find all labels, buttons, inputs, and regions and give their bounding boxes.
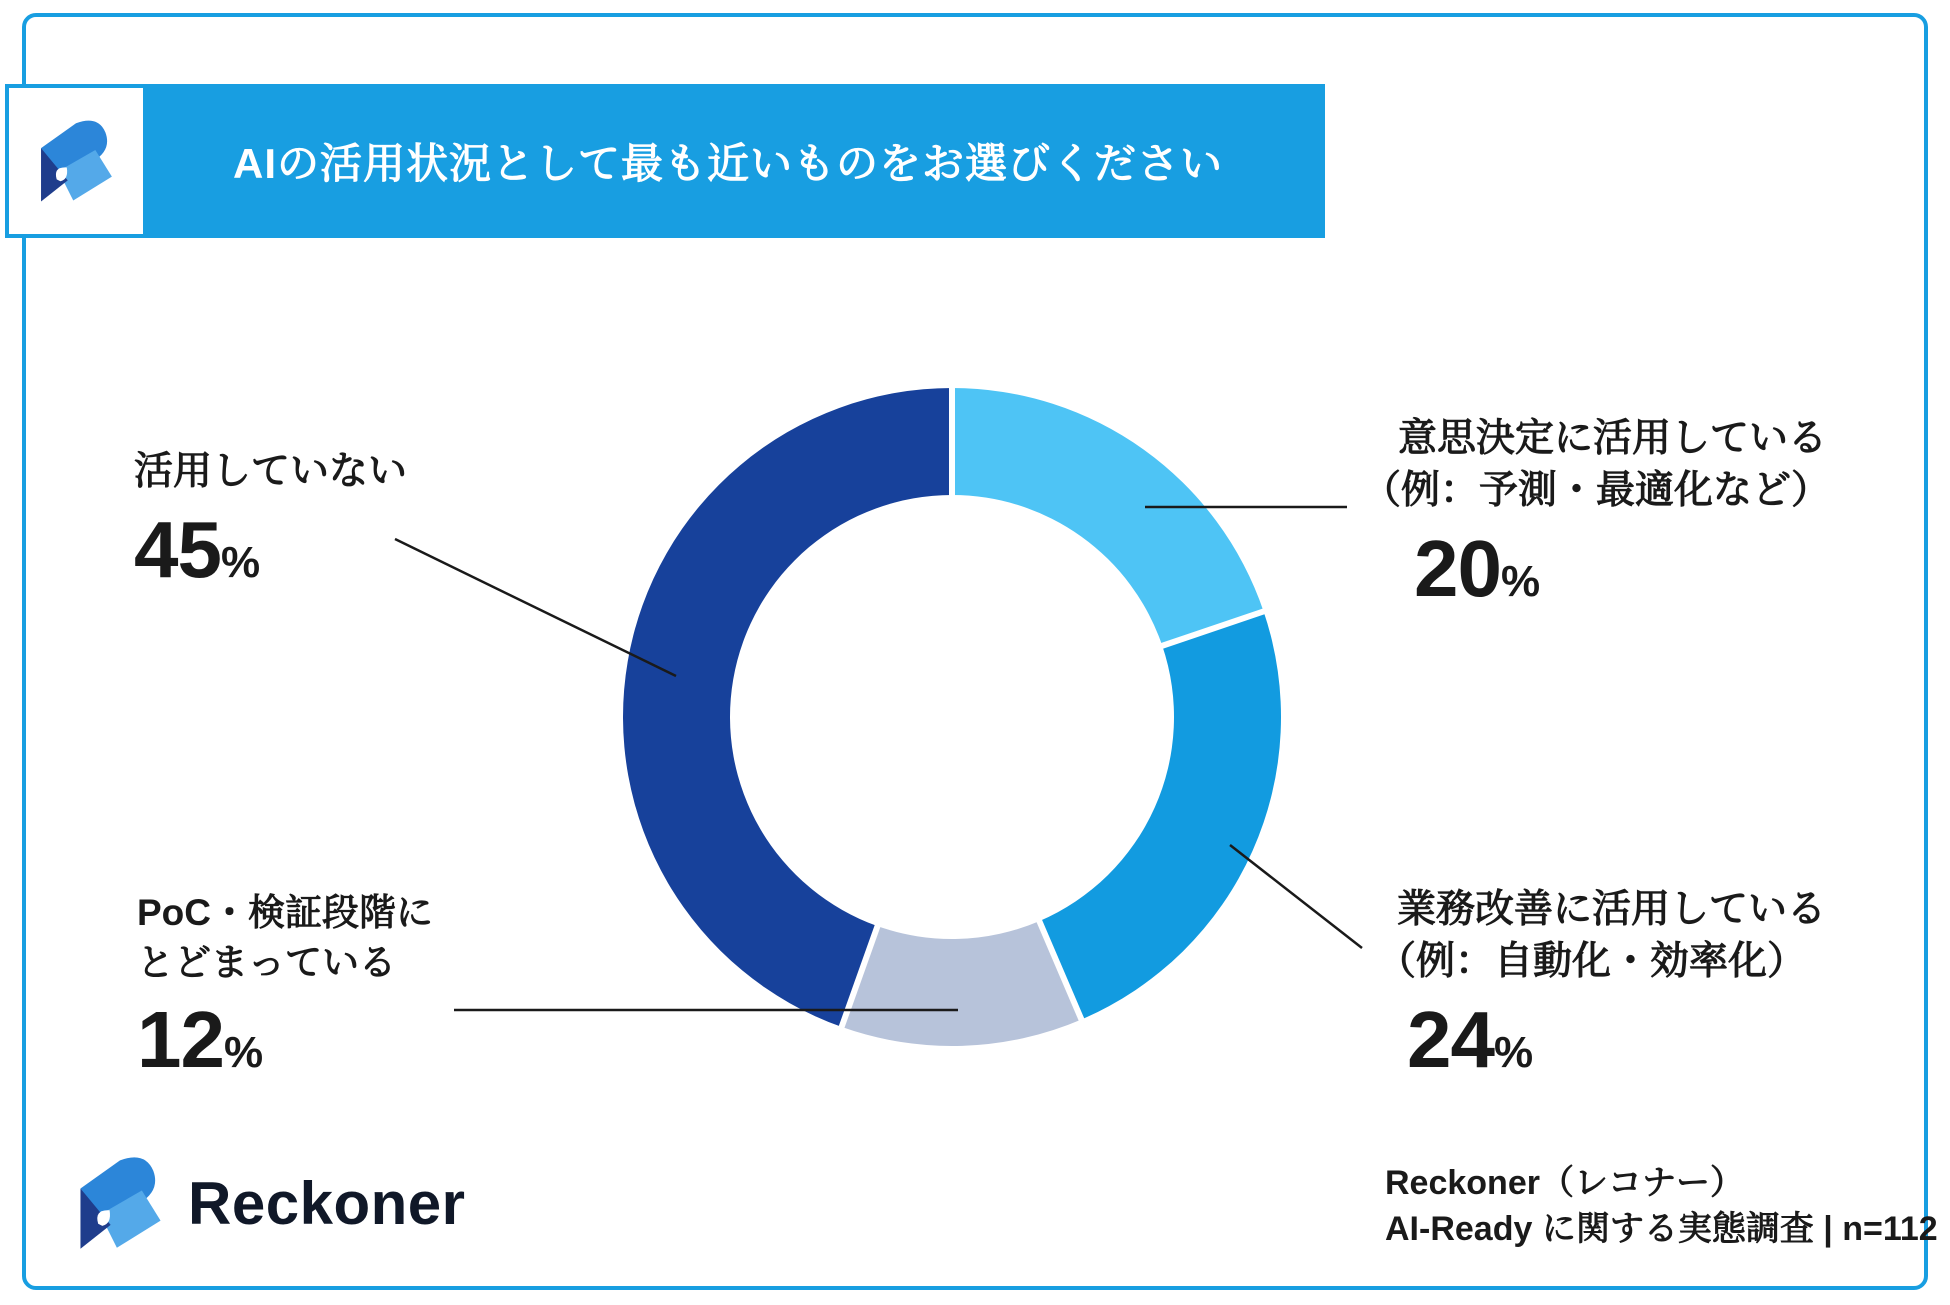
- callout-none-value: 45: [134, 505, 221, 594]
- callout-operations-value-row: [1407, 994, 1826, 1086]
- source-line1: Reckoner（レコナー）: [1385, 1164, 1744, 1202]
- callout-poc-value-row: [137, 994, 433, 1086]
- callout-none-label: 活用していない: [134, 450, 408, 493]
- page-title: AIの活用状況として最も近いものをお選びください: [233, 140, 1224, 187]
- callout-operations: [1377, 884, 1826, 1086]
- donut-segment-1: [1039, 611, 1281, 1019]
- footer-brand: [68, 1150, 465, 1256]
- leader-line-operations: [1230, 845, 1362, 948]
- source-note: [1385, 1160, 1938, 1252]
- callout-poc-label2: とどまっている: [137, 942, 396, 983]
- source-line2: AI-Ready に関する実態調査 | n=112: [1385, 1210, 1938, 1248]
- header-logo-box: [5, 84, 147, 238]
- callout-decision-unit: %: [1500, 557, 1541, 606]
- donut-segment-0: [952, 388, 1264, 646]
- callout-decision-value: 20: [1414, 524, 1501, 613]
- callout-none-unit: %: [220, 538, 261, 587]
- leader-line-none: [395, 539, 676, 676]
- callout-decision-label2: （例：予測・最適化など）: [1362, 469, 1831, 512]
- callout-decision: [1362, 413, 1830, 615]
- donut-segment-3: [623, 388, 952, 1027]
- callout-operations-label1: 業務改善に活用している: [1397, 888, 1827, 931]
- callout-operations-label2: （例：自動化・効率化）: [1377, 940, 1807, 983]
- callout-none-value-row: [134, 504, 407, 596]
- title-bar: [147, 84, 1325, 238]
- callout-operations-value: 24: [1407, 995, 1494, 1084]
- callout-poc-label1: PoC・検証段階に: [137, 892, 433, 933]
- callout-none: [134, 446, 407, 596]
- brand-wordmark: Reckoner: [188, 1169, 466, 1237]
- callout-poc-value: 12: [137, 995, 224, 1084]
- callout-operations-unit: %: [1493, 1028, 1534, 1077]
- callout-poc-unit: %: [223, 1028, 264, 1077]
- callout-decision-value-row: [1414, 523, 1830, 615]
- callout-decision-label1: 意思決定に活用している: [1398, 417, 1828, 460]
- reckoner-logo-icon: [30, 114, 122, 208]
- callout-poc: [137, 888, 433, 1086]
- reckoner-logo-icon-large: [68, 1150, 172, 1256]
